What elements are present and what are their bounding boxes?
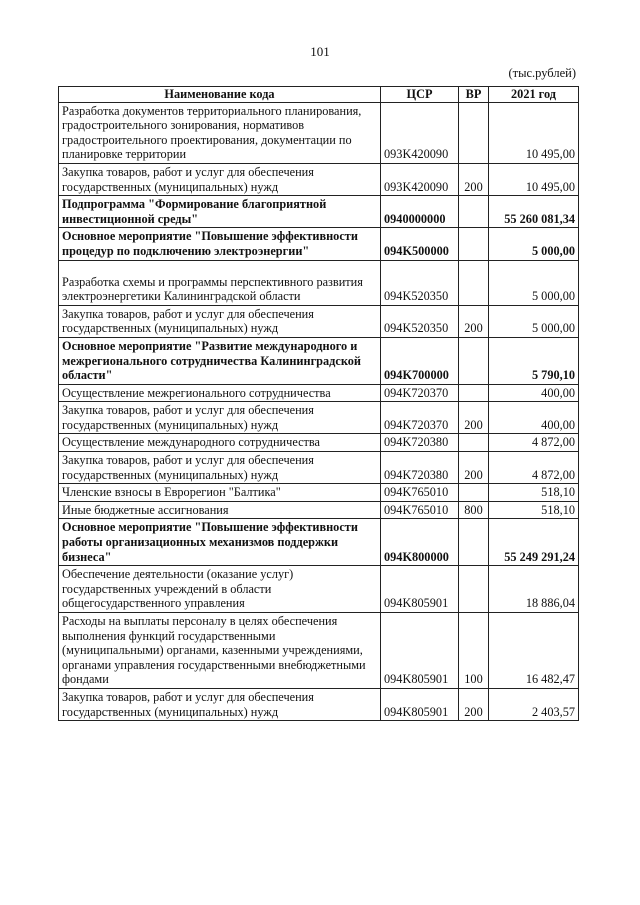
table-row xyxy=(59,384,579,402)
table-row xyxy=(59,163,579,195)
row-name: Иные бюджетные ассигнования xyxy=(59,501,381,519)
row-vr xyxy=(459,384,489,402)
row-name: Основное мероприятие "Повышение эффективности процедур по подключению электроэнергии" xyxy=(59,228,381,260)
row-vr: 200 xyxy=(459,402,489,434)
row-vr xyxy=(459,484,489,502)
header-year: 2021 год xyxy=(489,87,579,103)
row-name: Обеспечение деятельности (оказание услуг) государственных учреждений в области общегосударственного управления xyxy=(59,566,381,613)
budget-table xyxy=(58,86,579,721)
row-sum: 5 790,10 xyxy=(489,337,579,384)
row-csr: 094K720370 xyxy=(381,384,459,402)
row-name: Закупка товаров, работ и услуг для обеспечения государственных (муниципальных) нужд xyxy=(59,688,381,720)
header-vr: ВР xyxy=(459,87,489,103)
row-sum: 518,10 xyxy=(489,501,579,519)
row-vr xyxy=(459,260,489,305)
table-row xyxy=(59,305,579,337)
row-csr: 094K500000 xyxy=(381,228,459,260)
row-sum: 400,00 xyxy=(489,384,579,402)
row-vr: 200 xyxy=(459,452,489,484)
table-row xyxy=(59,402,579,434)
row-csr: 094K720380 xyxy=(381,452,459,484)
row-sum: 2 403,57 xyxy=(489,688,579,720)
row-name: Закупка товаров, работ и услуг для обеспечения государственных (муниципальных) нужд xyxy=(59,305,381,337)
header-csr: ЦСР xyxy=(381,87,459,103)
row-sum: 55 249 291,24 xyxy=(489,519,579,566)
table-row xyxy=(59,484,579,502)
row-sum: 5 000,00 xyxy=(489,305,579,337)
table-row xyxy=(59,196,579,228)
row-sum: 55 260 081,34 xyxy=(489,196,579,228)
row-csr: 094K805901 xyxy=(381,566,459,613)
row-csr: 094K720380 xyxy=(381,434,459,452)
table-row xyxy=(59,519,579,566)
row-vr: 100 xyxy=(459,613,489,689)
row-vr xyxy=(459,434,489,452)
table-row xyxy=(59,102,579,163)
row-csr: 094K520350 xyxy=(381,260,459,305)
row-sum: 5 000,00 xyxy=(489,228,579,260)
table-row xyxy=(59,688,579,720)
row-sum: 5 000,00 xyxy=(489,260,579,305)
row-name: Подпрограмма "Формирование благоприятной инвестиционной среды" xyxy=(59,196,381,228)
row-name: Осуществление международного сотрудничества xyxy=(59,434,381,452)
row-sum: 16 482,47 xyxy=(489,613,579,689)
row-csr: 094K805901 xyxy=(381,613,459,689)
row-sum: 10 495,00 xyxy=(489,102,579,163)
row-vr xyxy=(459,228,489,260)
row-sum: 18 886,04 xyxy=(489,566,579,613)
row-vr: 200 xyxy=(459,688,489,720)
row-name: Расходы на выплаты персоналу в целях обеспечения выполнения функций государственными (муниципальными) органами, казенными учреждениями, органами управления государственными внебюджетными фондами xyxy=(59,613,381,689)
table-row xyxy=(59,501,579,519)
row-sum: 400,00 xyxy=(489,402,579,434)
table-row xyxy=(59,337,579,384)
row-csr: 094K805901 xyxy=(381,688,459,720)
header-name: Наименование кода xyxy=(59,87,381,103)
row-name: Основное мероприятие "Повышение эффективности работы организационных механизмов поддержки бизнеса" xyxy=(59,519,381,566)
row-vr xyxy=(459,196,489,228)
row-vr xyxy=(459,519,489,566)
row-vr xyxy=(459,102,489,163)
row-csr: 0940000000 xyxy=(381,196,459,228)
row-csr: 094K765010 xyxy=(381,501,459,519)
row-sum: 4 872,00 xyxy=(489,434,579,452)
page-number: 101 xyxy=(310,44,330,59)
table-row xyxy=(59,260,579,305)
table-row xyxy=(59,434,579,452)
row-sum: 10 495,00 xyxy=(489,163,579,195)
row-vr xyxy=(459,337,489,384)
row-name: Осуществление межрегионального сотрудничества xyxy=(59,384,381,402)
row-csr: 093K420090 xyxy=(381,163,459,195)
table-row xyxy=(59,566,579,613)
table-row xyxy=(59,452,579,484)
row-csr: 094K520350 xyxy=(381,305,459,337)
row-sum: 4 872,00 xyxy=(489,452,579,484)
table-row xyxy=(59,613,579,689)
row-csr: 094K765010 xyxy=(381,484,459,502)
row-vr: 800 xyxy=(459,501,489,519)
row-csr: 094K800000 xyxy=(381,519,459,566)
row-name: Членские взносы в Еврорегион "Балтика" xyxy=(59,484,381,502)
row-name: Основное мероприятие "Развитие международного и межрегионального сотрудничества Калининградской области" xyxy=(59,337,381,384)
row-vr: 200 xyxy=(459,305,489,337)
row-name: Закупка товаров, работ и услуг для обеспечения государственных (муниципальных) нужд xyxy=(59,163,381,195)
units-label: (тыс.рублей) xyxy=(508,66,576,80)
table-body xyxy=(59,102,579,721)
row-csr: 093K420090 xyxy=(381,102,459,163)
row-vr: 200 xyxy=(459,163,489,195)
row-sum: 518,10 xyxy=(489,484,579,502)
row-vr xyxy=(459,566,489,613)
row-csr: 094K720370 xyxy=(381,402,459,434)
table-header-row xyxy=(59,87,579,103)
row-name: Закупка товаров, работ и услуг для обеспечения государственных (муниципальных) нужд xyxy=(59,402,381,434)
row-name: Разработка документов территориального планирования, градостроительного зонирования, нормативов градостроительного проектирования, документации по планировке территории xyxy=(59,102,381,163)
table-row xyxy=(59,228,579,260)
row-name: Разработка схемы и программы перспективного развития электроэнергетики Калининградской области xyxy=(59,260,381,305)
row-name: Закупка товаров, работ и услуг для обеспечения государственных (муниципальных) нужд xyxy=(59,452,381,484)
row-csr: 094K700000 xyxy=(381,337,459,384)
